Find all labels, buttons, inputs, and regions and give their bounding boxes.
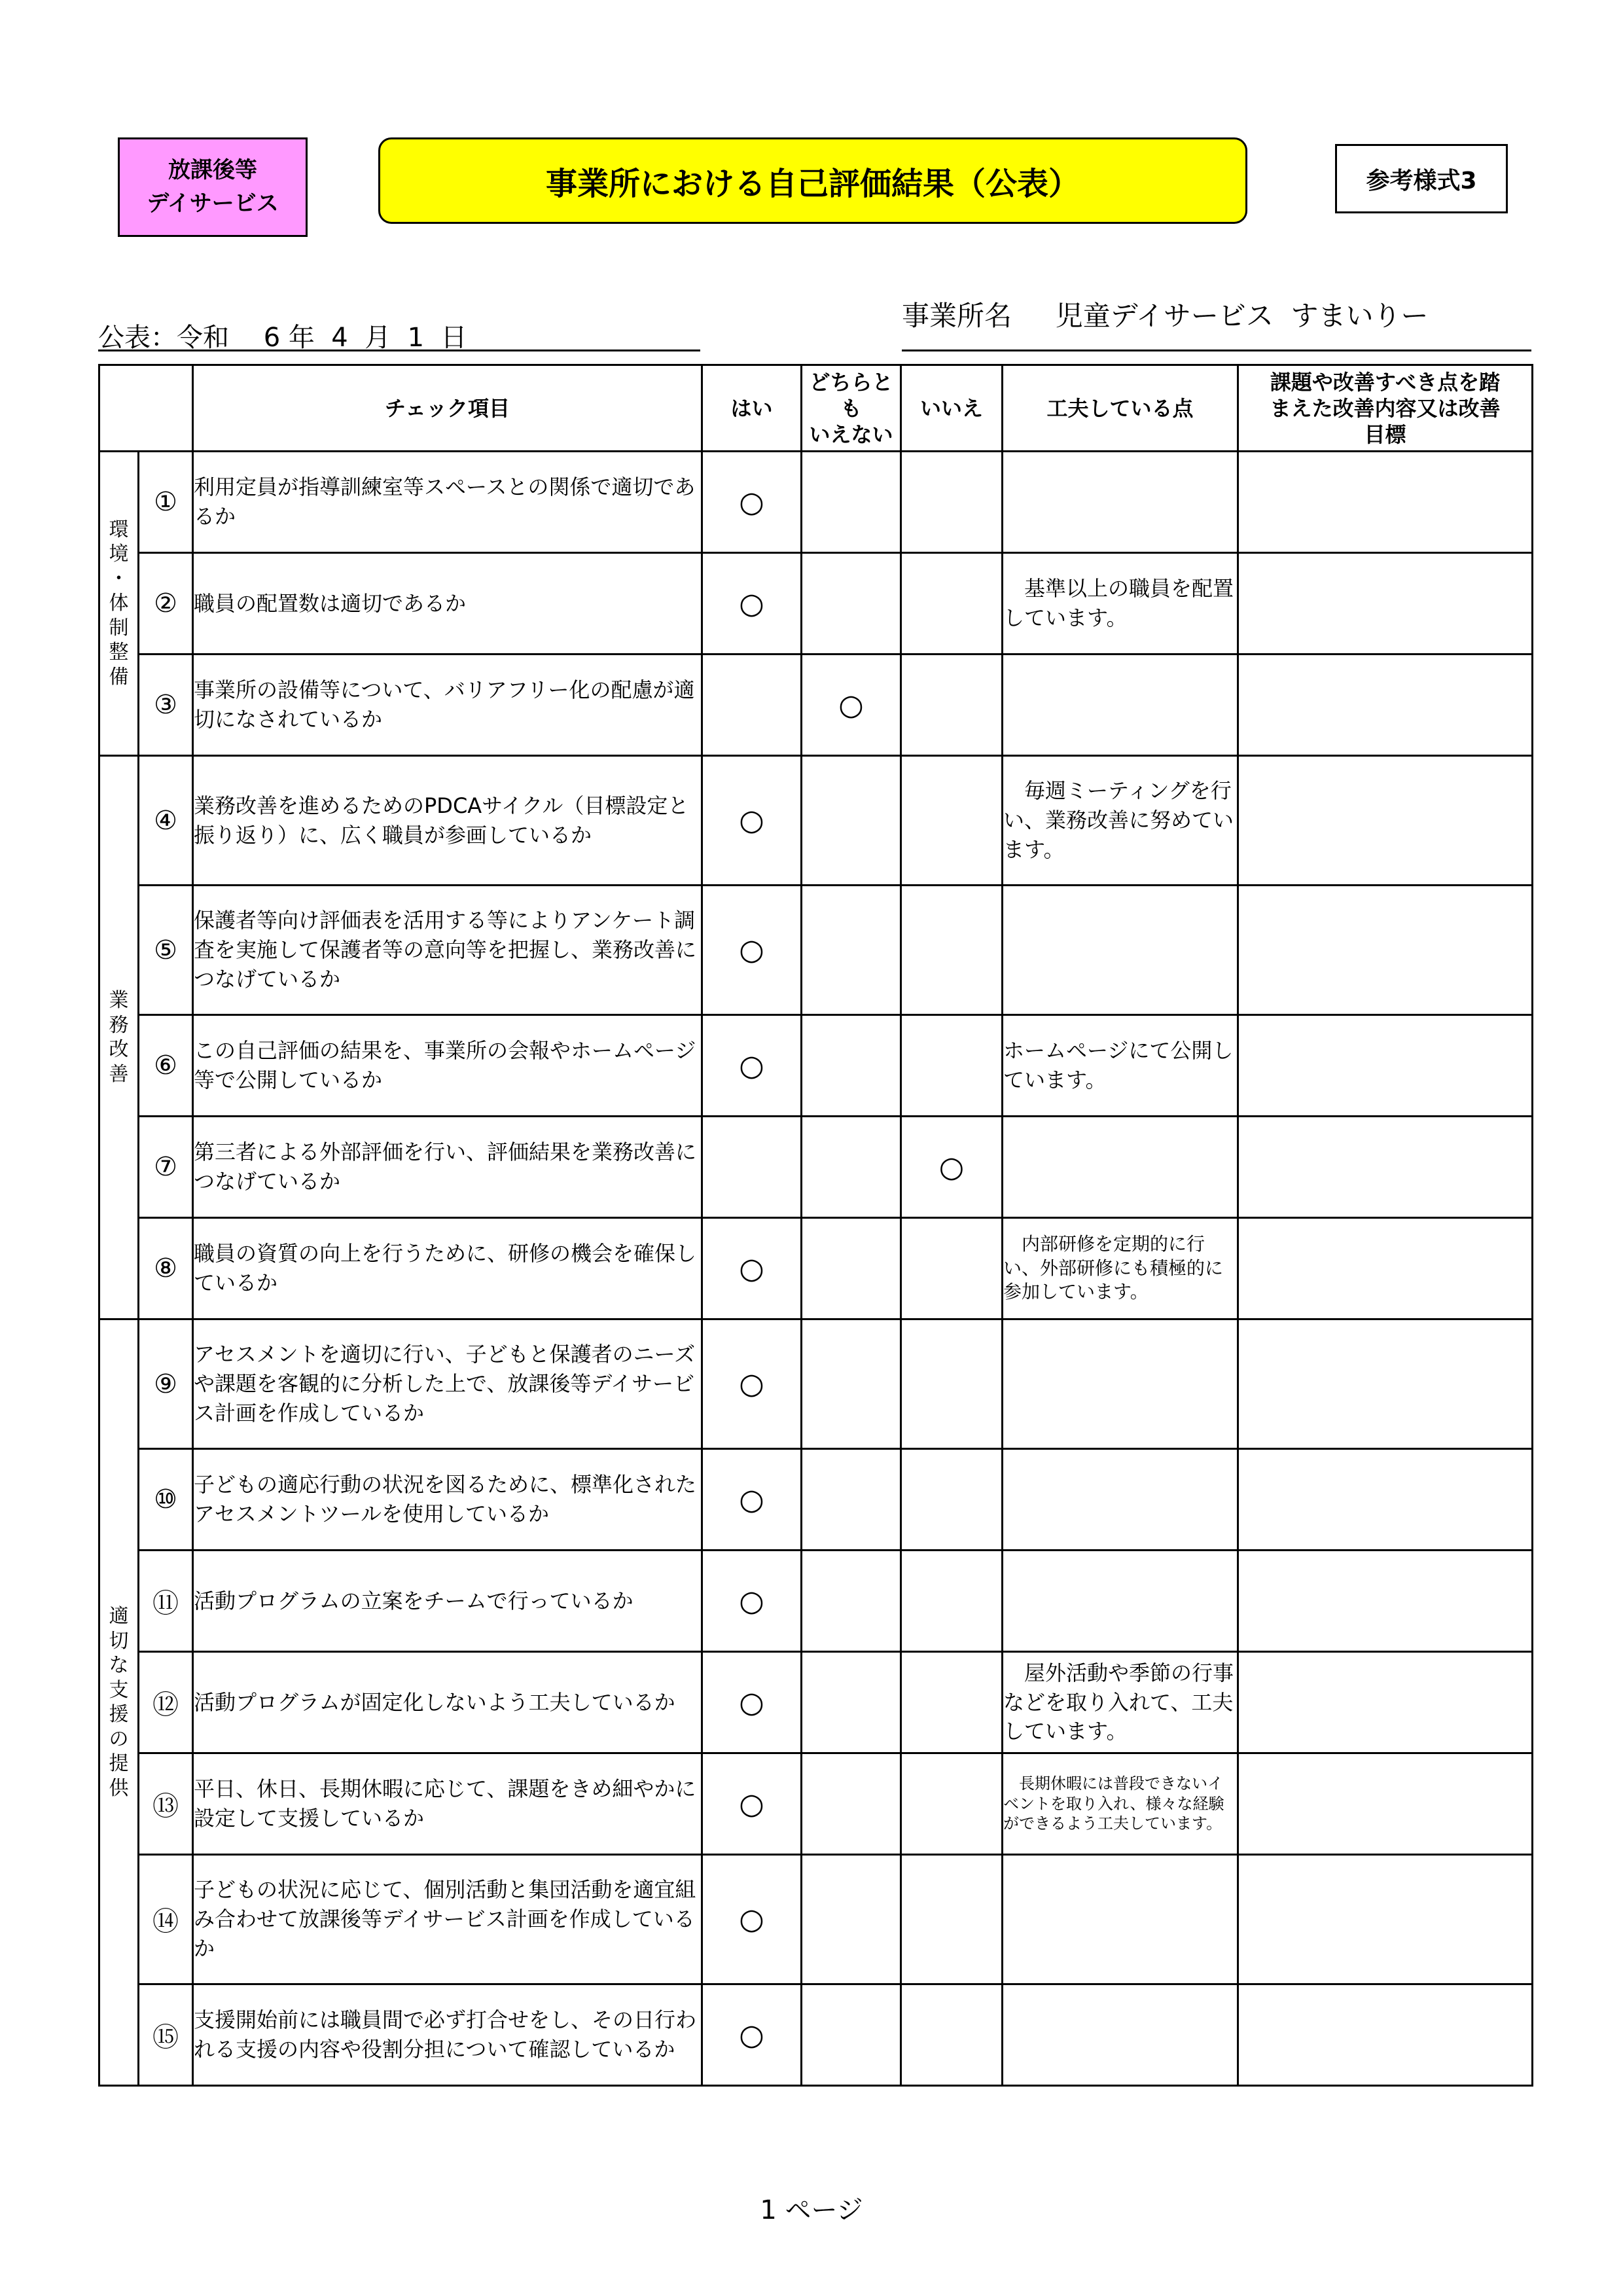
table-row: [99, 756, 1533, 886]
yes-mark: ○: [702, 1449, 802, 1551]
improvement-note: [1238, 553, 1533, 655]
no-mark: [901, 452, 1003, 553]
improvement-note: [1238, 1551, 1533, 1652]
check-item-text: 子どもの適応行動の状況を図るために、標準化されたアセスメントツールを使用しているか: [193, 1449, 702, 1551]
efforts-note: 基準以上の職員を配置しています。: [1003, 553, 1238, 655]
no-mark: [901, 553, 1003, 655]
header-improvements-line-2: まえた改善内容又は改善: [1270, 395, 1501, 421]
neither-mark: [802, 1753, 901, 1855]
category-char: の: [109, 1727, 129, 1751]
service-type-line-2: デイサービス: [147, 190, 279, 217]
header-no: いいえ: [901, 365, 1003, 452]
yes-mark: ○: [702, 1319, 802, 1449]
row-number: ⑫: [139, 1652, 193, 1753]
page-number: 1 ページ: [760, 2195, 863, 2225]
check-item-text: 利用定員が指導訓練室等スペースとの関係で適切であるか: [193, 452, 702, 553]
table-header-row: [99, 365, 1533, 452]
check-item-text: 第三者による外部評価を行い、評価結果を業務改善につなげているか: [193, 1117, 702, 1218]
neither-mark: [802, 886, 901, 1015]
header-yes: はい: [702, 365, 802, 452]
check-item-text: 職員の資質の向上を行うために、研修の機会を確保しているか: [193, 1218, 702, 1319]
row-number: ⑭: [139, 1855, 193, 1984]
reference-form-label: 参考様式3: [1335, 144, 1508, 213]
efforts-note: [1003, 1449, 1238, 1551]
category-char: 業: [109, 989, 129, 1012]
no-mark: [901, 1015, 1003, 1117]
category-char: 切: [109, 1629, 129, 1653]
improvement-note: [1238, 1753, 1533, 1855]
category-char: 適: [109, 1605, 129, 1628]
no-mark: [901, 886, 1003, 1015]
category-char: 整: [109, 641, 129, 664]
category-char: 善: [109, 1062, 129, 1086]
no-mark: [901, 1551, 1003, 1652]
table-row: [99, 1652, 1533, 1753]
efforts-note: [1003, 1551, 1238, 1652]
header-neither-line-1: どちらとも: [809, 369, 893, 421]
neither-mark: [802, 1652, 901, 1753]
service-type-line-1: 放課後等: [168, 157, 257, 183]
neither-mark: [802, 1984, 901, 2086]
yes-mark: ○: [702, 1551, 802, 1652]
efforts-note: [1003, 1984, 1238, 2086]
improvement-note: [1238, 1984, 1533, 2086]
header-blank-cell: [99, 365, 193, 452]
row-number: ③: [139, 655, 193, 756]
neither-mark: ○: [802, 655, 901, 756]
yes-mark: ○: [702, 1652, 802, 1753]
improvement-note: [1238, 756, 1533, 886]
category-char: 制: [109, 616, 129, 639]
improvement-note: [1238, 1449, 1533, 1551]
row-number: ⑮: [139, 1984, 193, 2086]
yes-mark: ○: [702, 1855, 802, 1984]
table-row: [99, 1855, 1533, 1984]
yes-mark: [702, 655, 802, 756]
neither-mark: [802, 452, 901, 553]
check-item-text: 活動プログラムの立案をチームで行っているか: [193, 1551, 702, 1652]
office-name: 児童デイサービス すまいりー: [1055, 300, 1429, 332]
category-char: 供: [109, 1776, 129, 1800]
header-efforts: 工夫している点: [1003, 365, 1238, 452]
yes-mark: ○: [702, 1015, 802, 1117]
no-mark: [901, 756, 1003, 886]
service-type-badge: [118, 137, 308, 237]
yes-mark: [702, 1117, 802, 1218]
category-char: ・: [109, 567, 129, 590]
neither-mark: [802, 1015, 901, 1117]
no-mark: [901, 1218, 1003, 1319]
check-item-text: 子どもの状況に応じて、個別活動と集団活動を適宜組み合わせて放課後等デイサービス計画を作成しているか: [193, 1855, 702, 1984]
neither-mark: [802, 1319, 901, 1449]
check-item-text: 職員の配置数は適切であるか: [193, 553, 702, 655]
table-row: [99, 886, 1533, 1015]
table-row: [99, 1319, 1533, 1449]
check-item-text: 活動プログラムが固定化しないよう工夫しているか: [193, 1652, 702, 1753]
table-row: [99, 1015, 1533, 1117]
header-check-item: チェック項目: [193, 365, 702, 452]
improvement-note: [1238, 452, 1533, 553]
row-number: ⑥: [139, 1015, 193, 1117]
neither-mark: [802, 1551, 901, 1652]
neither-mark: [802, 756, 901, 886]
check-item-text: 支援開始前には職員間で必ず打合せをし、その日行われる支援の内容や役割分担について確認しているか: [193, 1984, 702, 2086]
row-number: ⑤: [139, 886, 193, 1015]
no-mark: [901, 1984, 1003, 2086]
efforts-note: [1003, 1319, 1238, 1449]
office-name-line: [902, 295, 1531, 351]
yes-mark: ○: [702, 1753, 802, 1855]
efforts-note: 内部研修を定期的に行い、外部研修にも積極的に参加しています。: [1003, 1218, 1238, 1319]
table-row: [99, 1984, 1533, 2086]
check-item-text: アセスメントを適切に行い、子どもと保護者のニーズや課題を客観的に分析した上で、放課後等デイサービス計画を作成しているか: [193, 1319, 702, 1449]
category-char: 支: [109, 1678, 129, 1702]
category-char: 務: [109, 1013, 129, 1037]
efforts-note: 長期休暇には普段できないイベントを取り入れ、様々な経験ができるよう工夫しています。: [1003, 1753, 1238, 1855]
check-item-text: この自己評価の結果を、事業所の会報やホームページ等で公開しているか: [193, 1015, 702, 1117]
improvement-note: [1238, 1652, 1533, 1753]
office-label: 事業所名: [902, 300, 1012, 332]
yes-mark: ○: [702, 756, 802, 886]
neither-mark: [802, 1855, 901, 1984]
table-row: [99, 553, 1533, 655]
no-mark: [901, 1449, 1003, 1551]
category-business-improvement: [99, 756, 139, 1319]
neither-mark: [802, 1218, 901, 1319]
page-title: 事業所における自己評価結果（公表）: [378, 137, 1247, 224]
neither-mark: [802, 1449, 901, 1551]
check-item-text: 平日、休日、長期休暇に応じて、課題をきめ細やかに設定して支援しているか: [193, 1753, 702, 1855]
row-number: ①: [139, 452, 193, 553]
yes-mark: ○: [702, 886, 802, 1015]
header-improvements-line-1: 課題や改善すべき点を踏: [1270, 369, 1501, 395]
header-improvements-line-3: 目標: [1364, 422, 1406, 447]
neither-mark: [802, 1117, 901, 1218]
improvement-note: [1238, 1117, 1533, 1218]
category-appropriate-support: [99, 1319, 139, 2086]
yes-mark: ○: [702, 1984, 802, 2086]
yes-mark: ○: [702, 1218, 802, 1319]
efforts-note: [1003, 1117, 1238, 1218]
no-mark: [901, 1855, 1003, 1984]
improvement-note: [1238, 886, 1533, 1015]
improvement-note: [1238, 1015, 1533, 1117]
category-char: 援: [109, 1703, 129, 1726]
row-number: ⑪: [139, 1551, 193, 1652]
yes-mark: ○: [702, 553, 802, 655]
header-neither-line-2: いえない: [809, 422, 893, 447]
table-row: [99, 655, 1533, 756]
row-number: ⑧: [139, 1218, 193, 1319]
category-char: 提: [109, 1752, 129, 1775]
yes-mark: ○: [702, 452, 802, 553]
check-item-text: 保護者等向け評価表を活用する等によりアンケート調査を実施して保護者等の意向等を把握し、業務改善につなげているか: [193, 886, 702, 1015]
row-number: ⑨: [139, 1319, 193, 1449]
row-number: ⑦: [139, 1117, 193, 1218]
row-number: ⑩: [139, 1449, 193, 1551]
no-mark: ○: [901, 1117, 1003, 1218]
row-number: ②: [139, 553, 193, 655]
header-neither: [802, 365, 901, 452]
neither-mark: [802, 553, 901, 655]
table-row: [99, 1449, 1533, 1551]
improvement-note: [1238, 655, 1533, 756]
no-mark: [901, 1652, 1003, 1753]
efforts-note: ホームページにて公開しています。: [1003, 1015, 1238, 1117]
table-row: [99, 452, 1533, 553]
efforts-note: 毎週ミーティングを行い、業務改善に努めています。: [1003, 756, 1238, 886]
table-row: [99, 1218, 1533, 1319]
evaluation-table: [98, 364, 1533, 2087]
efforts-note: 屋外活動や季節の行事などを取り入れて、工夫しています。: [1003, 1652, 1238, 1753]
efforts-note: [1003, 655, 1238, 756]
no-mark: [901, 1319, 1003, 1449]
check-item-text: 業務改善を進めるためのPDCAサイクル（目標設定と振り返り）に、広く職員が参画しているか: [193, 756, 702, 886]
check-item-text: 事業所の設備等について、バリアフリー化の配慮が適切になされているか: [193, 655, 702, 756]
efforts-note: [1003, 452, 1238, 553]
improvement-note: [1238, 1855, 1533, 1984]
improvement-note: [1238, 1218, 1533, 1319]
table-row: [99, 1753, 1533, 1855]
efforts-note: [1003, 1855, 1238, 1984]
row-number: ④: [139, 756, 193, 886]
category-char: な: [109, 1654, 129, 1677]
category-char: 境: [109, 543, 129, 566]
header-improvements: [1238, 365, 1533, 452]
category-char: 体: [109, 592, 129, 615]
table-row: [99, 1551, 1533, 1652]
row-number: ⑬: [139, 1753, 193, 1855]
improvement-note: [1238, 1319, 1533, 1449]
category-char: 改: [109, 1038, 129, 1061]
no-mark: [901, 1753, 1003, 1855]
category-char: 環: [109, 518, 129, 541]
efforts-note: [1003, 886, 1238, 1015]
category-environment: [99, 452, 139, 756]
category-char: 備: [109, 665, 129, 689]
table-row: [99, 1117, 1533, 1218]
publication-date: 公表：令和 6 年 4 月 1 日: [98, 317, 700, 351]
no-mark: [901, 655, 1003, 756]
